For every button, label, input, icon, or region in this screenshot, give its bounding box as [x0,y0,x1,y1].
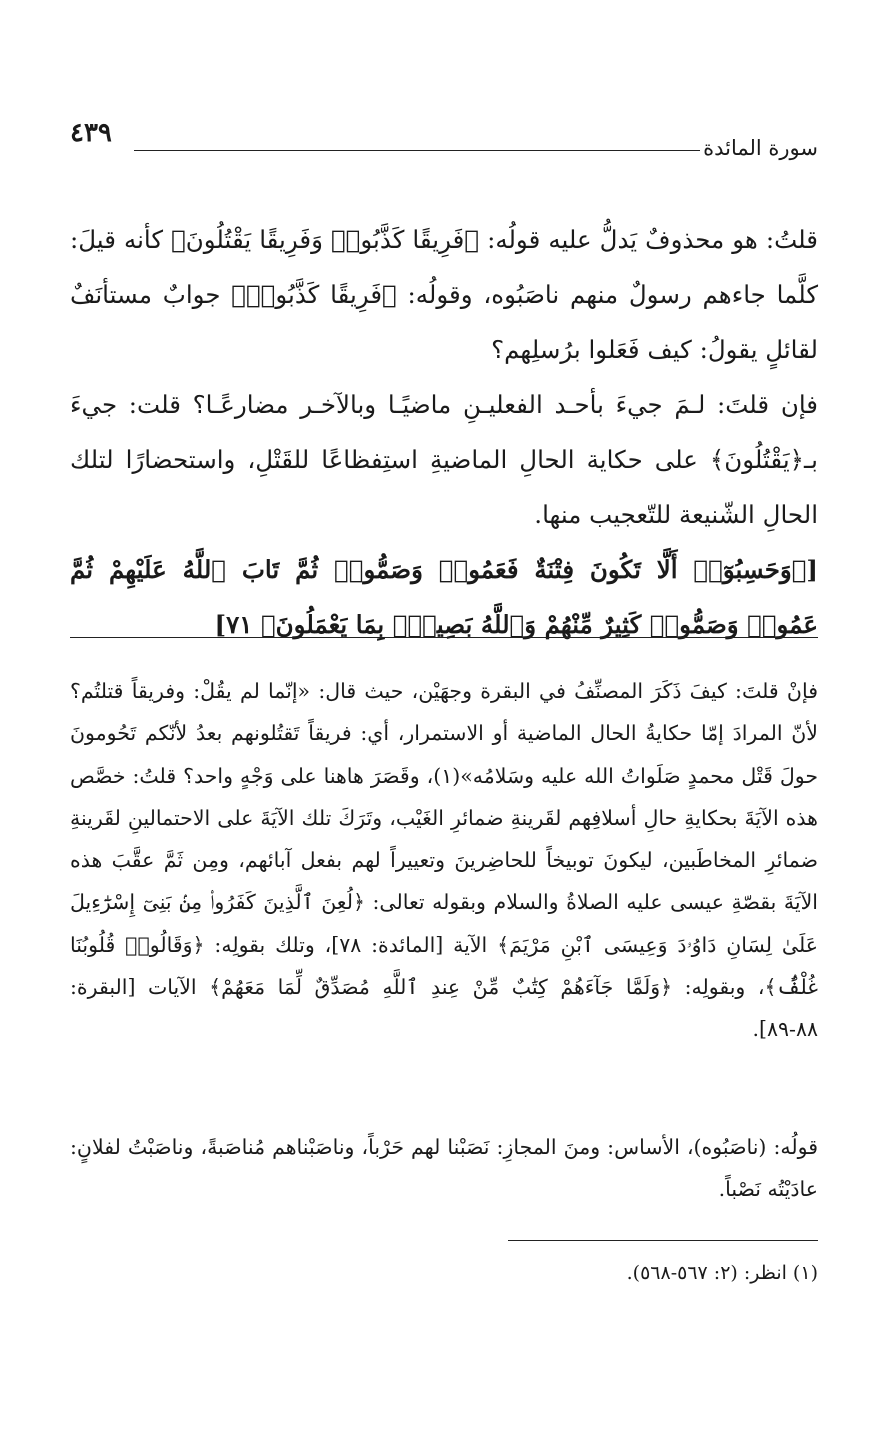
footnote-rule [508,1240,818,1241]
page-header [70,118,818,178]
page-number: ٤٣٩ [70,118,112,148]
main-paragraph-1: قلتُ: هو محذوفٌ يَدلُّ عليه قولُه: ﴿فَرِيقًا كَذَّبُوا۟ وَفَرِيقًا يَقْتُلُونَ﴾ كأنه قيلَ: كلَّما جاءهم رسولٌ منهم ناصَبُوه، وقولُه: ﴿فَرِيقًا كَذَّبُوا۟﴾ جوابٌ مستأنَفٌ لقائلٍ يقولُ: كيف فَعَلوا برُسلِهم؟ [70,225,818,364]
footnote: (١) انظر: (٢: ٥٦٧-٥٦٨). [626,1262,818,1284]
commentary-paragraph-1: فإنْ قلتَ: كيفَ ذَكَرَ المصنِّفُ في البقرة وجهَيْن، حيث قال: «إنّما لم يقُلْ: وفريقاً قتلتُم؟ لأنّ المرادَ إمّا حكايةُ الحال الماضية أو الاستمرار، أي: فريقاً تَقتُلونهم بعدُ لأنّكم تَحُومونَ حولَ قَتْل محمدٍ صَلَواتُ الله عليه وسَلامُه»(١)، وقَصَرَ هاهنا على وَجْهٍ واحد؟ قلتُ: خصَّص هذه الآيَةَ بحكايةِ حالِ أسلافِهم لقَرينةِ ضمائرِ الغَيْب، وتَرَكَ تلك الآيَةَ على الاحتمالينِ لقَرينةِ ضمائرِ المخاطَبين، ليكونَ توبيخاً للحاضِرينَ وتعييراً لهم بفعل آبائهم، ومِن ثَمَّ عقَّبَ هذه الآيَةَ بقصّةِ عيسى عليه الصلاةُ والسلام وبقوله تعالى: ﴿لُعِنَ ٱلَّذِينَ كَفَرُوا۟ مِنۢ بَنِىٓ إِسْرَٰٓءِيلَ عَلَىٰ لِسَانِ دَاوُۥدَ وَعِيسَى ٱبْنِ مَرْيَمَ﴾ الآية [المائدة: ٧٨]، وتلك بقولِه: ﴿وَقَالُوا۟ قُلُوبُنَا غُلْفٌۢ﴾، وبقولِه: ﴿وَلَمَّا جَآءَهُمْ كِتَٰبٌ مِّنْ عِندِ ٱللَّهِ مُصَدِّقٌ لِّمَا مَعَهُمْ﴾ الآيات [البقرة: ٨٨-٨٩]. [70,679,818,1042]
quran-verse: [﴿وَحَسِبُوٓا۟ أَلَّا تَكُونَ فِتْنَةٌ فَعَمُوا۟ وَصَمُّوا۟ ثُمَّ تَابَ ٱللَّهُ عَلَيْهِمْ ثُمَّ عَمُوا۟ وَصَمُّوا۟ كَثِيرٌ مِّنْهُمْ وَٱللَّهُ بَصِيرٌۢ بِمَا يَعْمَلُونَ﴾ ٧١] [70,555,818,639]
section-separator [70,637,818,638]
header-rule [134,150,700,151]
main-paragraph-2: فإن قلتَ: لـمَ جيءَ بأحـد الفعليـنِ ماضيًـا وبالآخـر مضارعًـا؟ قلت: جيءَ بـ﴿يَقْتُلُونَ﴾ على حكاية الحالِ الماضيةِ استِفظاعًا للقَتْلِ، واستحضارًا لتلك الحالِ الشّنيعة للتّعجيب منها. [70,390,818,529]
surah-title: سورة المائدة [703,136,818,160]
commentary-paragraph-2: قولُه: (ناصَبُوه)، الأساس: ومنَ المجازِ: نَصَبْنا لهم حَرْباً، وناصَبْناهم مُناصَبةً، وناصَبْتُ لفلانٍ: عادَيْتُه نَصْباً. [70,1135,818,1202]
